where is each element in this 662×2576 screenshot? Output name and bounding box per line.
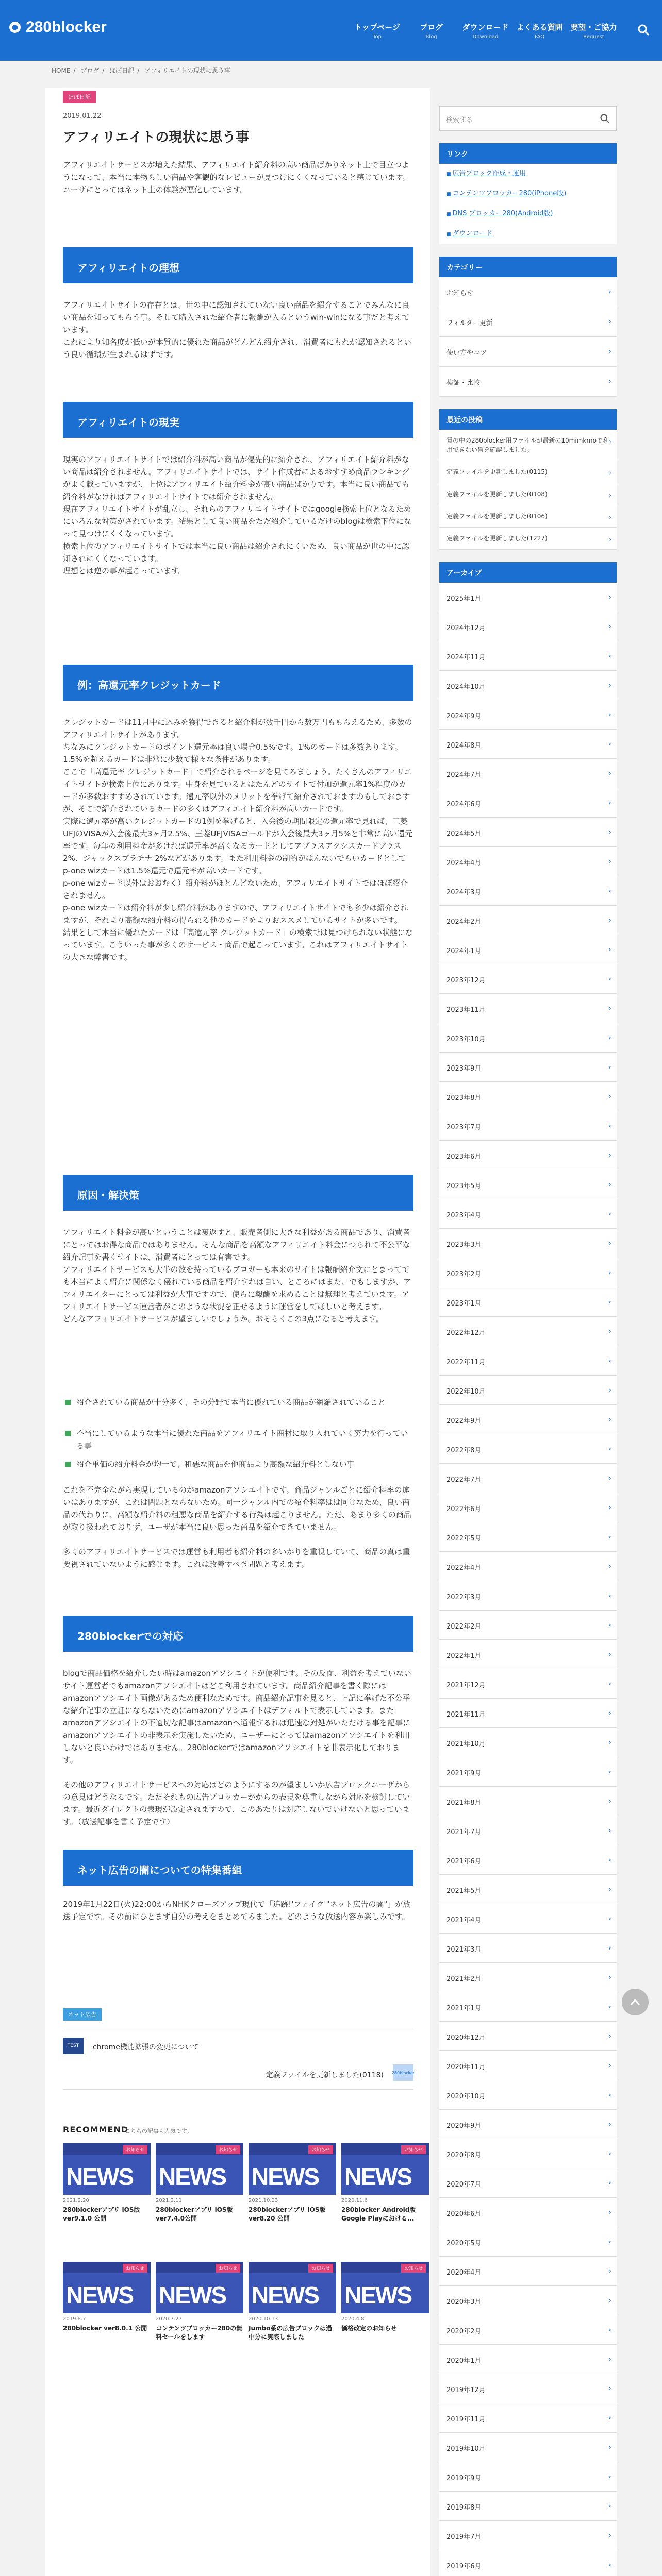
chevron-right-icon: › <box>608 2207 611 2217</box>
sidebar-link[interactable]: ■ 広告ブロック作成・運用 <box>439 164 617 184</box>
chevron-right-icon: › <box>608 2002 611 2011</box>
logo-mark-icon: ● <box>9 22 21 33</box>
recommend-card[interactable] <box>249 2262 336 2342</box>
recommend-thumbnail-text: NEWS <box>252 2163 319 2190</box>
chevron-right-icon: › <box>608 1972 611 1982</box>
archive-item[interactable]: 2024年7月 › <box>439 759 617 788</box>
chevron-right-icon: › <box>608 1708 611 1718</box>
recommend-thumbnail-text: NEWS <box>344 2282 411 2309</box>
chevron-right-icon: › <box>608 944 611 954</box>
archive-item[interactable]: 2023年2月 › <box>439 1258 617 1287</box>
article-main <box>45 88 430 2576</box>
recommend-card[interactable] <box>156 2262 243 2342</box>
tag-badge[interactable]: ネット広告 <box>63 2008 102 2021</box>
recommend-category: お知らせ <box>308 2145 333 2154</box>
chevron-right-icon: › <box>608 1003 611 1013</box>
archive-item[interactable]: 2021年1月 › <box>439 1992 617 2022</box>
paragraph-280: blogで商品価格を紹介したい時はamazonアソシエイトが便利です。その反面、利益を考えていないサイト運営者でもamazonアソシエイトはどこ利用されています。商品紹介記事を書く際にはamazonアソシエイト画像があるため便利なためです。商品紹介記事を見ると、上記に挙げた不公平な紹介記事の立証にならないためにamazonアソシエイトはデフォルトで表示しています。またamazonアソシエイトの不適切な記事はamazonへ通報するれば迅速な対処がいただける事を記事にamazonアソシエイトの非表示を実施したいため、ユーザーにとってはamazonアソシエイトを利用しないと良いわけではありません。280blockerではamazonアソシエイトを非表示化しております。 その他のアフィリエイトサービスへの対応はどのようにするのが望ましいか広告ブロックユーザからの意見はどうなるです。ただそれもの広告ブロッカーがからの表現を尊重しながら対応を検討しています。最近ダイレクトの表現が設定されますので、このあたりは対応しないでいけないと思っています。（放送記事を書く予定です） <box>63 1669 411 1826</box>
chevron-right-icon: › <box>608 680 611 690</box>
archive-item[interactable]: 2021年9月 › <box>439 1757 617 1787</box>
paragraph-reality: 現実のアフィリエイトサイトでは紹介料が高い商品が優先的に紹介され、アフィリエイト紹介料がない商品は紹介されません。アフィリエイトサイトでは、サイト作成者によるおすすめ商品ランキングがよく載っていますが、上位はアフィリエイト紹介料金が高い商品ばかりです。本当に良い商品でも紹介料がなければアフィリエイトサイトでは紹介されません。 現在アフィリエイトサイトが乱立し、それらのアフィリエイトサイトではgoogle検索上位となるためにいろんな対策がされています。結果として良い商品をただ紹介しているだけのblogは検索下位になって見つけにくくなっています。 検索上位のアフィリエイトサイトでは本当に良い商品は紹介されにくいため、良い商品が世の中に認知されにくくなっています。 理想とは逆の事が起こっています。 <box>63 455 412 575</box>
chevron-right-icon: › <box>608 709 611 719</box>
page-title: アフィリエイトの現状に思う事 <box>63 130 250 145</box>
archive-item[interactable]: 2020年6月 › <box>439 2198 617 2227</box>
archive-item[interactable]: 2019年10月 › <box>439 2433 617 2462</box>
archive-item[interactable]: 2024年2月 › <box>439 906 617 935</box>
chevron-right-icon: › <box>608 1649 611 1659</box>
chevron-right-icon: › <box>608 1855 611 1865</box>
archive-item[interactable]: 2023年1月 › <box>439 1287 617 1317</box>
archive-item[interactable]: 2022年2月 › <box>439 1611 617 1640</box>
recommend-thumbnail[interactable] <box>341 2262 429 2313</box>
archive-item[interactable]: 2021年12月 › <box>439 1669 617 1699</box>
recommend-thumbnail[interactable] <box>249 2143 336 2195</box>
archive-item[interactable]: 2021年2月 › <box>439 1963 617 1992</box>
chevron-right-icon: › <box>608 1767 611 1776</box>
archive-item[interactable]: 2021年5月 › <box>439 1875 617 1904</box>
archive-item[interactable]: 2024年12月 › <box>439 612 617 641</box>
archive-item[interactable]: 2019年9月 › <box>439 2462 617 2492</box>
recommend-date: 2020.10.13 <box>249 2316 278 2322</box>
heading-280: 280blockerでの対応 <box>63 1616 413 1652</box>
archive-item[interactable]: 2020年10月 › <box>439 2080 617 2110</box>
chevron-right-icon: › <box>608 2148 611 2158</box>
recommend-date: 2021.2.11 <box>156 2198 182 2204</box>
recommend-thumbnail-text: NEWS <box>159 2163 226 2190</box>
recommend-date: 2020.11.6 <box>341 2198 368 2204</box>
categories-widget <box>439 257 617 397</box>
recommend-card[interactable] <box>63 2262 151 2333</box>
chevron-right-icon: › <box>608 2471 611 2481</box>
archive-item[interactable]: 2020年3月 › <box>439 2286 617 2315</box>
chevron-right-icon: › <box>608 856 611 866</box>
chevron-right-icon: › <box>608 2119 611 2129</box>
heading-news: ネット広告の闇についての特集番組 <box>63 1850 413 1886</box>
post-date: 2019.01.22 <box>63 112 102 120</box>
chevron-right-icon: › <box>608 2442 611 2452</box>
recommend-category: お知らせ <box>401 2264 426 2273</box>
breadcrumb-blog[interactable]: ブログ <box>80 67 100 74</box>
archive-item[interactable]: 2022年7月 › <box>439 1464 617 1493</box>
archive-item[interactable]: 2020年4月 › <box>439 2257 617 2286</box>
recommend-category: お知らせ <box>216 2145 240 2154</box>
archive-item[interactable]: 2022年4月 › <box>439 1552 617 1581</box>
breadcrumb-category[interactable]: ほぼ日記 <box>109 67 135 74</box>
chevron-right-icon: › <box>608 1032 611 1042</box>
chevron-right-icon: › <box>608 1561 611 1571</box>
recommend-date: 2020.7.27 <box>156 2316 182 2322</box>
chevron-right-icon: › <box>608 2501 611 2511</box>
chevron-right-icon: › <box>608 1532 611 1541</box>
recommend-title-link[interactable]: コンテンツブロッカー280の無料セールをします <box>156 2325 243 2341</box>
recommend-title-link[interactable]: 280blocker ver8.0.1 公開 <box>63 2325 147 2332</box>
archive-item[interactable]: 2023年3月 › <box>439 1229 617 1258</box>
nav-download[interactable]: ダウンロード Download <box>462 23 509 40</box>
recommend-card[interactable] <box>63 2143 151 2223</box>
recent-posts-heading: 最近の投稿 <box>439 409 617 430</box>
chevron-right-icon: › <box>608 1737 611 1747</box>
breadcrumb: HOME / ブログ / ほぼ日記 / アフィリエイトの現状に思う事 <box>52 67 230 74</box>
archive-item[interactable]: 2023年7月 › <box>439 1111 617 1141</box>
archive-item[interactable]: 2023年10月 › <box>439 1023 617 1053</box>
chevron-right-icon: › <box>608 1062 611 1072</box>
chevron-right-icon: › <box>608 1326 611 1336</box>
chevron-right-icon: › <box>608 2266 611 2276</box>
archive-item[interactable]: 2021年6月 › <box>439 1845 617 1875</box>
breadcrumb-current: アフィリエイトの現状に思う事 <box>144 67 230 74</box>
categories-heading: カテゴリー <box>439 257 617 277</box>
recommend-date: 2021.2.20 <box>63 2198 89 2204</box>
nav-faq[interactable]: よくある質問 FAQ <box>516 23 563 40</box>
archive-item[interactable]: 2019年8月 › <box>439 2492 617 2521</box>
archive-item[interactable]: 2020年5月 › <box>439 2227 617 2257</box>
archive-item[interactable]: 2020年1月 › <box>439 2345 617 2374</box>
archive-item[interactable]: 2019年11月 › <box>439 2403 617 2433</box>
recommend-card[interactable] <box>341 2143 429 2223</box>
recommend-thumbnail-text: NEWS <box>66 2163 133 2190</box>
recommend-thumbnail-text: NEWS <box>252 2282 319 2309</box>
recommend-title-link[interactable]: 280blockerアプリ iOS版ver7.4.0公開 <box>156 2206 233 2222</box>
chevron-right-icon: › <box>608 974 611 984</box>
chevron-right-icon: › <box>608 915 611 925</box>
archive-item[interactable]: 2021年7月 › <box>439 1816 617 1845</box>
chevron-right-icon: › <box>608 1502 611 1512</box>
site-header <box>0 0 662 61</box>
archive-item[interactable]: 2025年1月 › <box>439 583 617 612</box>
breadcrumb-home[interactable]: HOME <box>52 67 71 74</box>
chevron-right-icon: › <box>608 2325 611 2334</box>
chevron-right-icon: › <box>609 492 611 499</box>
chevron-right-icon: › <box>608 768 611 778</box>
recommend-category: お知らせ <box>123 2264 147 2273</box>
archive-item[interactable]: 2024年1月 › <box>439 935 617 964</box>
header-search-icon[interactable] <box>634 21 653 39</box>
archive-item[interactable]: 2022年1月 › <box>439 1640 617 1669</box>
chevron-right-icon: › <box>608 1414 611 1424</box>
chevron-right-icon: › <box>608 1179 611 1189</box>
chevron-right-icon: › <box>608 1150 611 1160</box>
recommend-date: 2020.4.8 <box>341 2316 365 2322</box>
chevron-right-icon: › <box>608 886 611 895</box>
chevron-right-icon: › <box>608 2354 611 2364</box>
recent-post-item[interactable]: 定義ファイルを更新しました(0106) › <box>439 505 617 528</box>
chevron-right-icon: › <box>608 286 611 296</box>
scroll-to-top-button[interactable] <box>622 1989 649 2015</box>
chevron-right-icon: › <box>608 1943 611 1953</box>
archive-item[interactable]: 2024年6月 › <box>439 788 617 818</box>
post-navigation <box>63 2028 413 2090</box>
archive-item[interactable]: 2021年8月 › <box>439 1787 617 1816</box>
recommend-date: 2021.10.23 <box>249 2198 278 2204</box>
archive-item[interactable]: 2024年11月 › <box>439 641 617 671</box>
sidebar-link[interactable]: ■ DNS ブロッカー280(Android版) <box>439 204 617 224</box>
chevron-right-icon: › <box>608 316 611 326</box>
chevron-up-icon <box>630 1998 640 2006</box>
chevron-right-icon: › <box>608 1209 611 1218</box>
links-heading: リンク <box>439 143 617 164</box>
archive-item[interactable]: 2023年12月 › <box>439 964 617 994</box>
recommend-category: お知らせ <box>401 2145 426 2154</box>
chevron-right-icon: › <box>608 2090 611 2099</box>
chevron-right-icon: › <box>609 469 611 477</box>
category-badge[interactable]: ほぼ日記 <box>63 91 96 103</box>
archive-item[interactable]: 2023年5月 › <box>439 1170 617 1199</box>
recent-post-item[interactable]: 定義ファイルを更新しました(0108) › <box>439 483 617 505</box>
archive-item[interactable]: 2020年2月 › <box>439 2315 617 2345</box>
archive-item[interactable]: 2019年6月 › <box>439 2550 617 2576</box>
archive-item[interactable]: 2020年8月 › <box>439 2139 617 2168</box>
chevron-right-icon: › <box>608 1385 611 1395</box>
chevron-right-icon: › <box>608 739 611 749</box>
archive-item[interactable]: 2022年5月 › <box>439 1522 617 1552</box>
recommend-title-link[interactable]: Jumbo系の広告ブロックは過中分に実際しました <box>249 2325 333 2341</box>
chevron-right-icon: › <box>608 1796 611 1806</box>
archive-item[interactable]: 2024年5月 › <box>439 818 617 847</box>
chevron-right-icon: › <box>608 2295 611 2305</box>
bullet-item: 不当にしているような本当に優れた商品をアフィリエイト商材に取り入れていく努力を行っている事 <box>63 1427 413 1452</box>
archive-item[interactable]: 2023年4月 › <box>439 1199 617 1229</box>
recommend-thumbnail-text: NEWS <box>66 2282 133 2309</box>
recent-post-item[interactable]: 質の中の280blocker用ファイルが最新の10mimkrnoで利用できない旨を確認しました。 › <box>439 430 617 461</box>
heading-ideal: アフィリエイトの理想 <box>63 247 413 283</box>
paragraph-news: 2019年1月22日(火)22:00からNHKクローズアップ現代で「追跡!'フェイク'"ネット広告の闇"」が放送予定です。その前にひとまず自分の考えをまとめてみました。どのような放送内容か楽しみです。 <box>63 1900 411 1921</box>
chevron-right-icon: › <box>608 1267 611 1277</box>
archive-item[interactable]: 2022年6月 › <box>439 1493 617 1522</box>
chevron-right-icon: › <box>608 1473 611 1483</box>
heading-cause: 原因・解決策 <box>63 1175 413 1211</box>
recommend-subtitle: こちらの記事も人気です。 <box>125 2128 193 2134</box>
archive-item[interactable]: 2023年11月 › <box>439 994 617 1023</box>
recommend-thumbnail[interactable] <box>156 2143 243 2195</box>
category-item[interactable]: 使い方やコツ › <box>439 337 617 367</box>
recommend-thumbnail[interactable] <box>63 2143 151 2195</box>
search-icon[interactable] <box>600 113 610 126</box>
logo-text: 280blocker <box>26 19 107 36</box>
chevron-right-icon: › <box>608 1679 611 1688</box>
archive-item[interactable]: 2023年9月 › <box>439 1053 617 1082</box>
archive-item[interactable]: 2024年10月 › <box>439 671 617 700</box>
archive-item[interactable]: 2020年12月 › <box>439 2022 617 2051</box>
recommend-title-link[interactable]: 価格改定のお知らせ <box>341 2325 397 2332</box>
archive-item[interactable]: 2021年3月 › <box>439 1934 617 1963</box>
chevron-right-icon: › <box>608 651 611 660</box>
chevron-right-icon: › <box>608 1297 611 1307</box>
chevron-right-icon: › <box>608 798 611 807</box>
recommend-date: 2019.8.7 <box>63 2316 86 2322</box>
chevron-right-icon: › <box>608 2236 611 2246</box>
archive-item[interactable]: 2021年4月 › <box>439 1904 617 1934</box>
next-post-link[interactable]: 定義ファイルを更新しました(0118) <box>266 2071 384 2079</box>
chevron-right-icon: › <box>608 827 611 837</box>
chevron-right-icon: › <box>609 438 611 445</box>
bullet-item: 紹介単価の紹介料金が均一で、租悪な商品を他商品より高額な紹介料としない事 <box>63 1458 413 1470</box>
archive-item[interactable]: 2024年4月 › <box>439 847 617 876</box>
paragraph-cause: アフィリエイト料金が高いということは裏返すと、販売者側に大きな利益がある商品であり、消費者にとってはお得な商品ではありません。そんな商品を高額なアフィリエイト料金につられて不公平な紹介記事を書くサイトは、消費者にとっては有害です。 アフィリエイトサービスも大半の数を持っているブロガーも本来のサイトは報酬紹介文にとまってても本当によく紹介に関係なく優れている商品を紹介すれば自い、ところにはまた、でもしますが、アフィリエイターにとっては利益が大事ですので、使らに報酬を求めることは無理と考えています。アフィリエイトサービス運営者がこのような状況を正せるように運営をしてほしいと考えます。 どんなアフィリエイトサービスが望ましいでしょうか。おそらくこの3点になると考えます。 <box>63 1228 411 1324</box>
recent-posts-widget <box>439 409 617 550</box>
chevron-right-icon: › <box>608 1355 611 1365</box>
chevron-right-icon: › <box>608 1121 611 1130</box>
chevron-right-icon: › <box>608 1913 611 1923</box>
paragraph-example: クレジットカードは11月中に込みを獲得できると紹介料が数千円から数万円ももらえるため、多数のアフィリエイトサイトがあります。 ちなみにクレジットカードのポイント還元率は良い場合0.5%です。1%のカードは多数あります。1.5%を超えるカードは非常に少数で様々な条件があります。 ここで「高還元率 クレジットカード」で紹介されるページを見てみましょう。たくさんのアフィリエイトサイトが検索上位にあります。中身を見ているとはたんどのサイトで付加が還元率1%程度のカードが多数おすすめされています。還元率以外のメリットを挙げて紹介されておますのもしておますが、そこで紹介されているカードの多くはアフィエイト紹介料が高いカードです。 実際に還元率が高いクレジットカードの1例を挙げると、入会後の期間限定の還元率で見れば、三菱UFJのVISAが入会後最大3ヶ月2.5%、三菱UFJVISAゴールドが入会後最大3ヶ月5%と非常に高い還元率です。毎年の利用料金が多ければ還元率が高くなるカードとしてアプラスアクシスカードプラス 2%、ジャックスプラチナ 2%などがあります。また利用料金の制約がはんないでもいカードとしてp-one wizカードは1.5%還元で還元率が高いカードです。 p-one wizカード以外はおおむく）紹介料がほとんどないため、アフィリエイトサイトではほぼ紹介されません。 p-one wizカードは紹介料が少し紹介料がありますので、アフィリエイトサイトでも多少は紹介されますが、それより高額な紹介料の得られる他のカードをよりおススメしているサイトが多いです。 結果として本当に優れたカードは「高還元率 クレジットカード」の検索では見つけられない状態になっています。こういった事が多くのサービス・商品で起こっています。これはアフィリエイトサイトの大きな弊害です。 <box>63 718 413 962</box>
chevron-right-icon: › <box>608 1620 611 1630</box>
sidebar-search <box>439 106 617 131</box>
archive-item[interactable]: 2021年11月 › <box>439 1699 617 1728</box>
chevron-right-icon: › <box>608 1091 611 1101</box>
chevron-right-icon: › <box>608 2060 611 2070</box>
archive-item[interactable]: 2022年9月 › <box>439 1405 617 1434</box>
archive-item[interactable]: 2023年8月 › <box>439 1082 617 1111</box>
recommend-card[interactable] <box>249 2143 336 2223</box>
chevron-right-icon: › <box>608 2178 611 2188</box>
chevron-right-icon: › <box>608 376 611 386</box>
recommend-category: お知らせ <box>216 2264 240 2273</box>
archive-widget <box>439 562 617 2576</box>
recommend-thumbnail[interactable] <box>63 2262 151 2313</box>
heading-reality: アフィリエイトの現実 <box>63 402 413 438</box>
recommend-card[interactable] <box>341 2262 429 2333</box>
chevron-right-icon: › <box>608 2383 611 2393</box>
category-item[interactable]: フィルター更新 › <box>439 307 617 337</box>
archive-item[interactable]: 2022年12月 › <box>439 1317 617 1346</box>
archive-item[interactable]: 2020年11月 › <box>439 2051 617 2080</box>
search-input[interactable]: 検索する <box>439 106 617 131</box>
site-logo[interactable] <box>9 19 107 36</box>
recommend-category: お知らせ <box>123 2145 147 2154</box>
recommend-thumbnail[interactable] <box>156 2262 243 2313</box>
bullet-item: 紹介されている商品が十分多く、その分野で本当に優れている商品が網羅されていること <box>63 1396 413 1409</box>
archive-item[interactable]: 2022年11月 › <box>439 1346 617 1376</box>
recommend-card[interactable] <box>156 2143 243 2223</box>
chevron-right-icon: › <box>609 536 611 543</box>
archive-item[interactable]: 2024年3月 › <box>439 876 617 906</box>
recommend-thumbnail[interactable] <box>249 2262 336 2313</box>
next-post-thumbnail[interactable]: 280blocker <box>393 2064 413 2081</box>
chevron-right-icon: › <box>608 1825 611 1835</box>
heading-example: 例：高還元率クレジットカード <box>63 665 413 701</box>
recommend-title: RECOMMEND <box>63 2125 129 2134</box>
links-widget <box>439 143 617 244</box>
recommend-thumbnail[interactable] <box>341 2143 429 2195</box>
chevron-right-icon: › <box>608 1238 611 1248</box>
archive-item[interactable]: 2024年9月 › <box>439 700 617 730</box>
chevron-right-icon: › <box>608 2560 611 2569</box>
chevron-right-icon: › <box>608 2530 611 2540</box>
chevron-right-icon: › <box>608 2031 611 2041</box>
recommend-thumbnail-text: NEWS <box>159 2282 226 2309</box>
archive-item[interactable]: 2023年6月 › <box>439 1141 617 1170</box>
chevron-right-icon: › <box>608 346 611 356</box>
sidebar <box>439 106 617 2576</box>
prev-post-link[interactable]: chrome機能拡張の変更について <box>93 2043 200 2052</box>
chevron-right-icon: › <box>608 1590 611 1600</box>
recommend-category: お知らせ <box>308 2264 333 2273</box>
recommend-title-link[interactable]: 280blockerアプリ iOS版ver8.20 公開 <box>249 2206 326 2222</box>
chevron-right-icon: › <box>608 1884 611 1894</box>
chevron-right-icon: › <box>609 514 611 521</box>
archive-item[interactable]: 2022年8月 › <box>439 1434 617 1464</box>
chevron-right-icon: › <box>608 2413 611 2422</box>
chevron-right-icon: › <box>608 592 611 602</box>
sidebar-link[interactable]: ■ ダウンロード <box>439 224 617 244</box>
chevron-right-icon: › <box>608 621 611 631</box>
sidebar-link[interactable]: ■ コンテンツブロッカー280(iPhone版) <box>439 184 617 204</box>
paragraph-cause-2: これを不完全ながら実現しているのがamazonアソシエイトです。商品ジャンルごとに紹介料率の違いはありますが、これは問題とならないため。同一ジャンル内での紹介料率はは同じなため、良い商品の代わりに、高額な紹介料の租悪な商品を紹介する行為は起こりません。ただ、あまり多くの商品が取り扱われておりず、ユーザが本当に良い思った商品を紹介できていません。 多くのアフィリエイトサービスでは運営も利用者も紹介料の多いかりを重視していて、商品の真は重要視されていないように感じます。これは改善すべき問題と考えます。 <box>63 1485 411 1569</box>
archive-item[interactable]: 2019年12月 › <box>439 2374 617 2403</box>
nav-top[interactable]: トップページ Top <box>354 23 400 40</box>
archive-item[interactable]: 2024年8月 › <box>439 730 617 759</box>
archive-heading: アーカイブ <box>439 562 617 583</box>
category-item[interactable]: 検証・比較 › <box>439 367 617 397</box>
prev-post-thumbnail[interactable]: TEST <box>63 2038 84 2054</box>
recent-post-item[interactable]: 定義ファイルを更新しました(1227) › <box>439 528 617 550</box>
recommend-title-link[interactable]: 280blocker Android版 Google Playにおける... <box>341 2206 416 2222</box>
recommend-title-link[interactable]: 280blockerアプリ iOS版ver9.1.0 公開 <box>63 2206 140 2222</box>
chevron-right-icon: › <box>608 1444 611 1453</box>
archive-item[interactable]: 2019年7月 › <box>439 2521 617 2550</box>
archive-item[interactable]: 2021年10月 › <box>439 1728 617 1757</box>
archive-item[interactable]: 2022年10月 › <box>439 1376 617 1405</box>
recent-post-item[interactable]: 定義ファイルを更新しました(0115) › <box>439 461 617 483</box>
archive-item[interactable]: 2020年7月 › <box>439 2168 617 2198</box>
archive-item[interactable]: 2020年9月 › <box>439 2110 617 2139</box>
nav-request[interactable]: 要望・ご協力 Request <box>570 23 617 40</box>
paragraph-ideal: アフィリエイトサイトの存在とは、世の中に認知されていない良い商品を紹介することでみんなに良い商品を知ってもらう事。そして購入された紹介者に報酬が入るというwin-winになる事だと考えています。 これにより知名度が低いが本質的に優れた商品がどんどん紹介され、消費者にもれが認知されるという良い循環が生まれるはずです。 <box>63 300 411 359</box>
category-item[interactable]: お知らせ › <box>439 277 617 307</box>
global-nav <box>350 22 621 40</box>
recommend-thumbnail-text: NEWS <box>344 2163 411 2190</box>
nav-blog[interactable]: ブログ Blog <box>419 23 443 40</box>
intro-paragraph: アフィリエイトサービスが増えた結果、アフィリエイト紹介料の高い商品ばかりネット上で目立つようになって、本当に本物らしい商品や客観的なレビューが見つけにくくなっていると感じています。 ユーザにとってはネット上の体験が悪化しています。 <box>63 160 410 194</box>
archive-item[interactable]: 2022年3月 › <box>439 1581 617 1611</box>
